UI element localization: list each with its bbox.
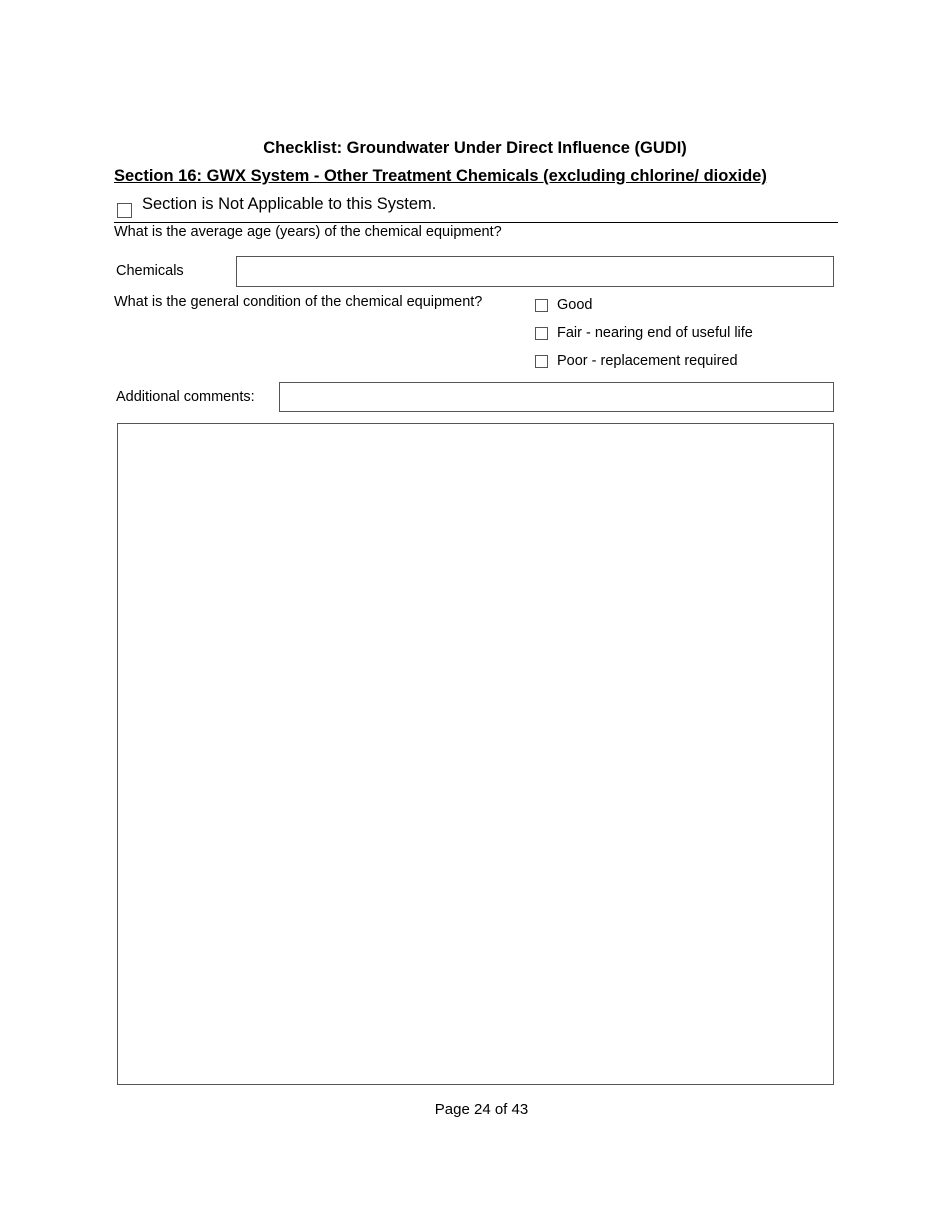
not-applicable-checkbox[interactable]	[117, 203, 132, 218]
chemicals-age-field[interactable]	[236, 256, 834, 287]
age-question: What is the average age (years) of the chemical equipment?	[114, 224, 502, 240]
chemicals-label: Chemicals	[116, 263, 184, 279]
condition-question: What is the general condition of the chemical equipment?	[114, 294, 483, 310]
comments-text-area[interactable]	[117, 423, 834, 1085]
page-number: Page 24 of 43	[434, 1101, 529, 1118]
additional-comments-field[interactable]	[279, 382, 834, 412]
section-heading: Section 16: GWX System - Other Treatment Chemicals (excluding chlorine/ dioxide)	[114, 167, 767, 185]
condition-good-checkbox[interactable]	[535, 299, 548, 312]
document-title: Checklist: Groundwater Under Direct Influence (GUDI)	[263, 139, 687, 157]
condition-good-label: Good	[557, 297, 593, 313]
additional-comments-label: Additional comments:	[116, 389, 255, 405]
condition-fair-label: Fair - nearing end of useful life	[557, 325, 753, 341]
condition-poor-checkbox[interactable]	[535, 355, 548, 368]
section-divider	[114, 222, 838, 223]
condition-poor-label: Poor - replacement required	[557, 353, 738, 369]
condition-fair-checkbox[interactable]	[535, 327, 548, 340]
not-applicable-label: Section is Not Applicable to this System.	[142, 195, 437, 213]
